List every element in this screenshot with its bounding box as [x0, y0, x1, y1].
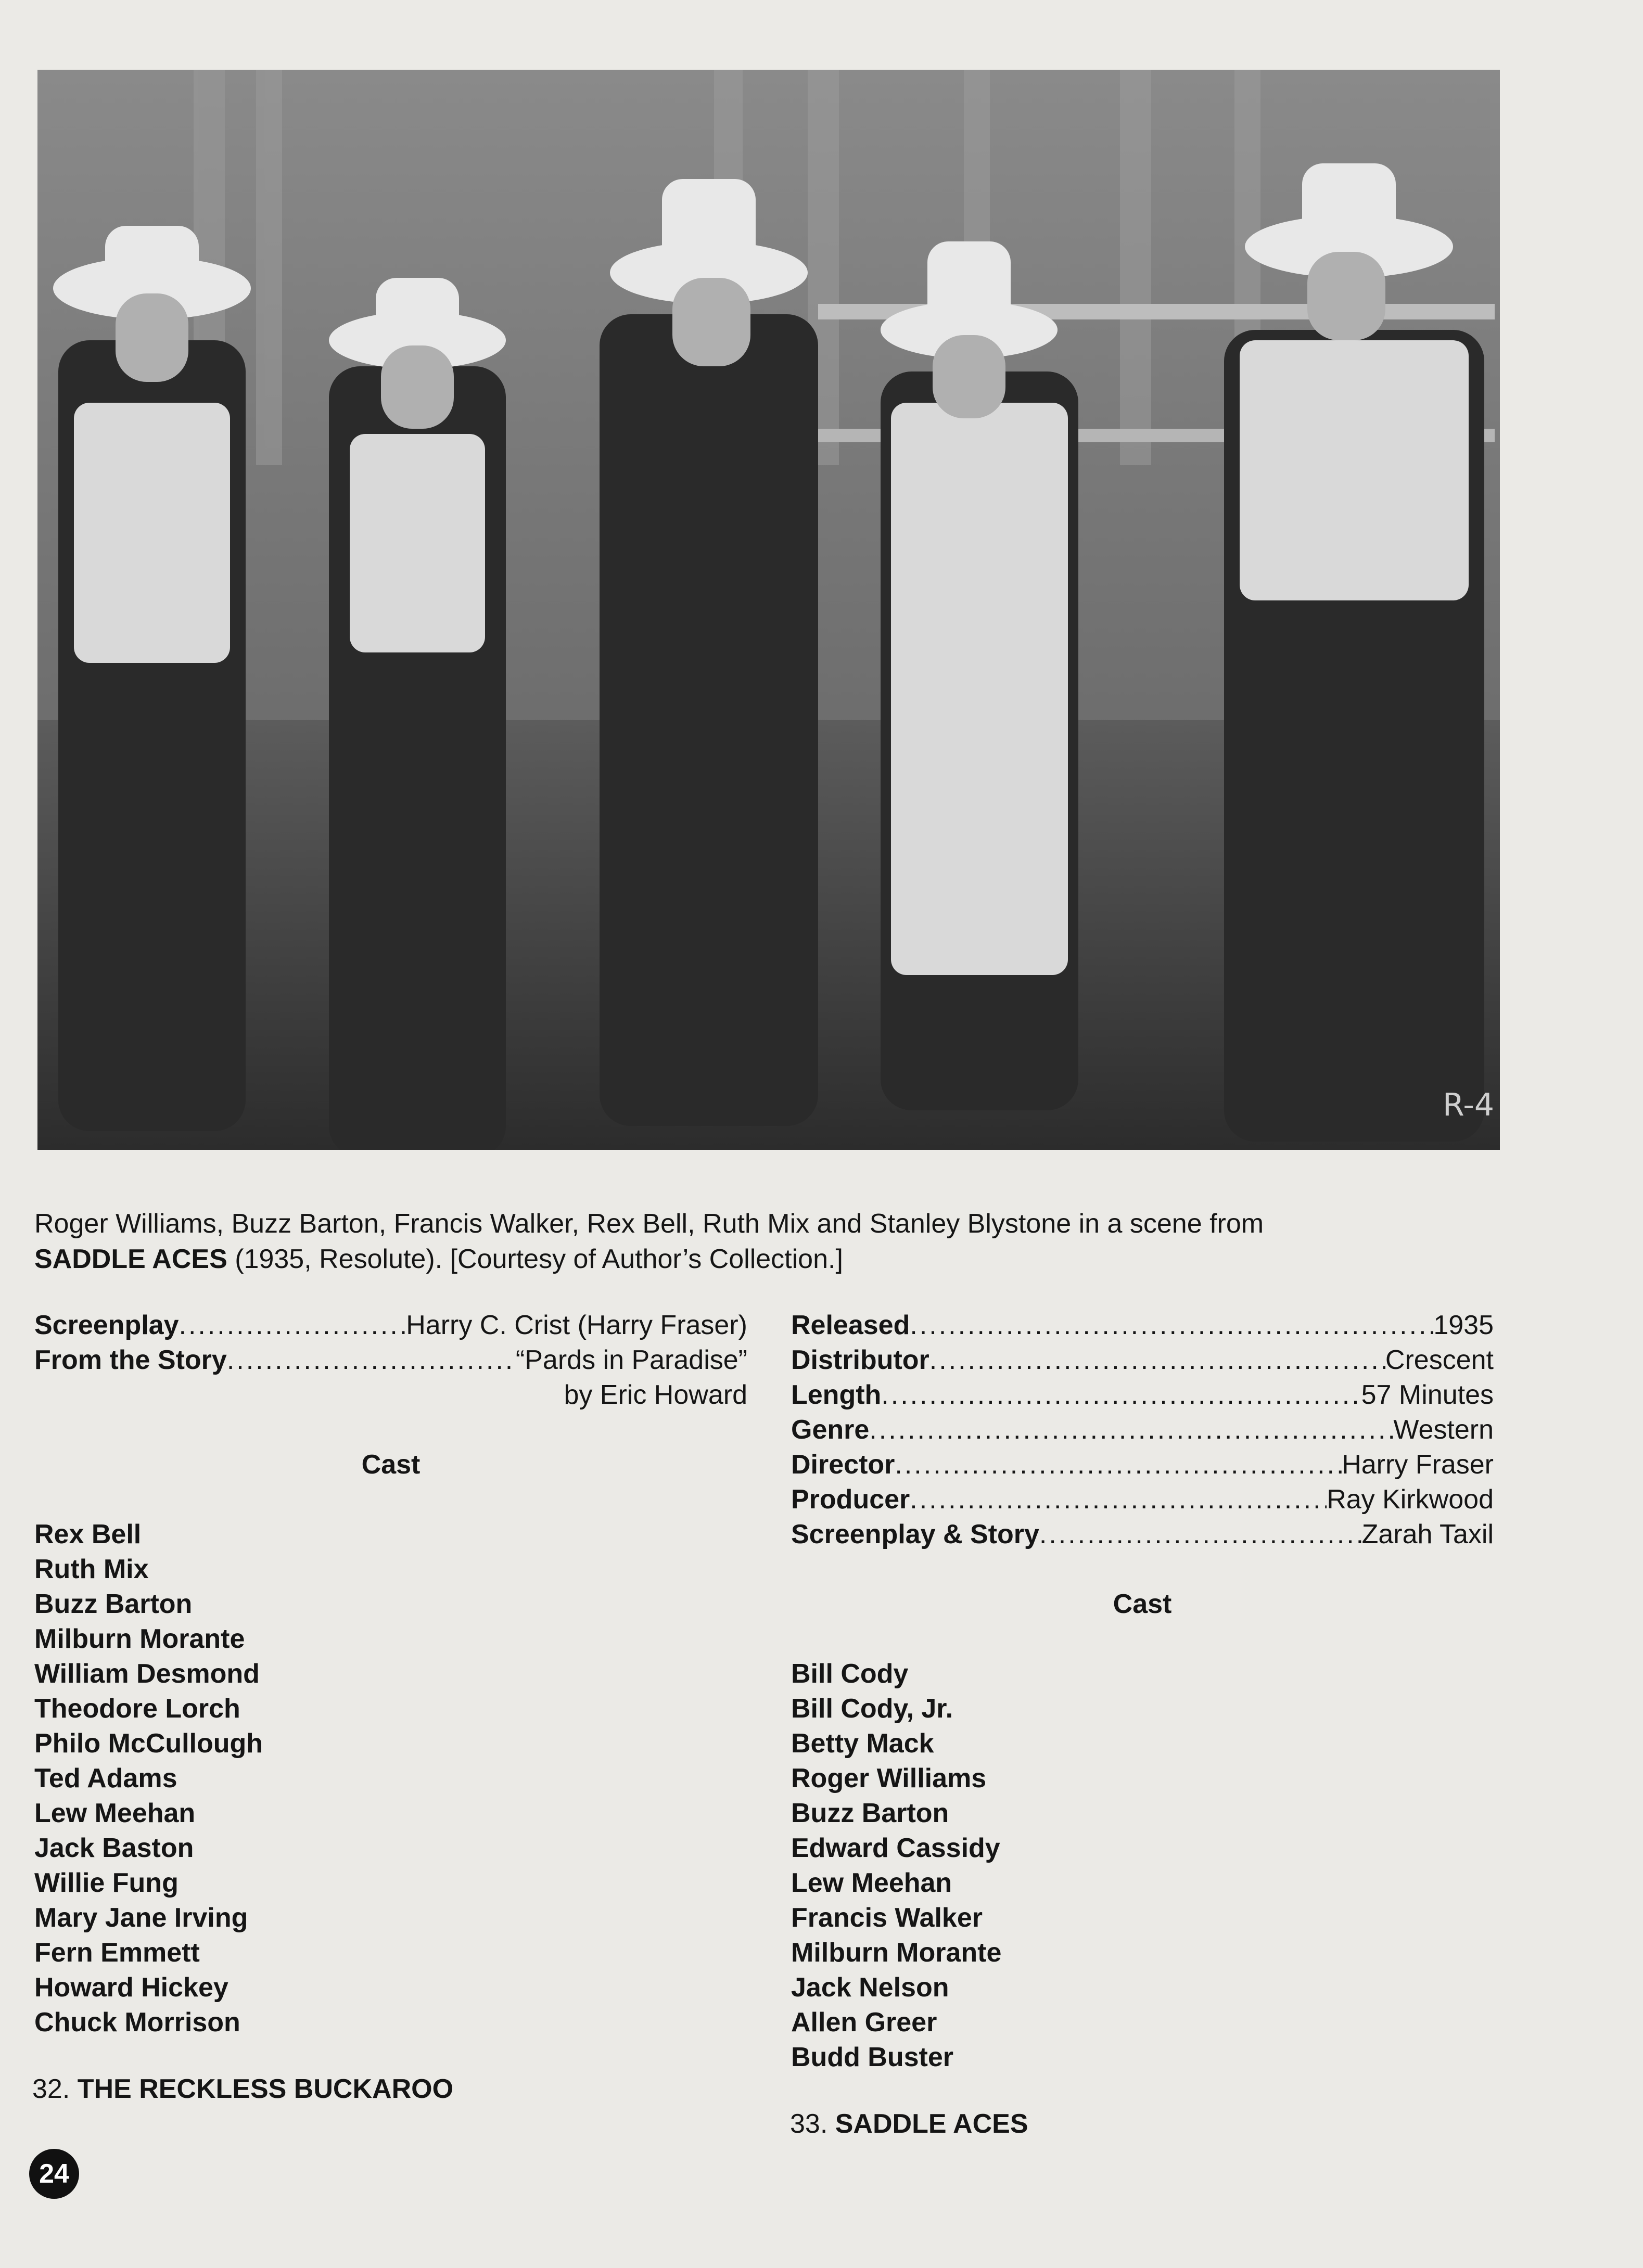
- film-number: 33.: [790, 2109, 828, 2139]
- credit-label: Released: [791, 1310, 910, 1340]
- film-name: SADDLE ACES: [835, 2109, 1028, 2139]
- credit-label: Distributor: [791, 1345, 929, 1375]
- credit-row: [791, 1517, 1494, 1552]
- credit-value: Western: [1393, 1415, 1494, 1445]
- cast-member: Lew Meehan: [34, 1798, 196, 1828]
- cast-member: Ted Adams: [34, 1763, 177, 1793]
- cast-member: Buzz Barton: [34, 1589, 193, 1619]
- credit-row: [34, 1308, 747, 1343]
- film-title-32: [32, 2073, 453, 2105]
- caption-text: Roger Williams, Buzz Barton, Francis Walker, Rex Bell, Ruth Mix and Stanley Blystone in a scene from: [34, 1209, 1264, 1239]
- cast-list: [791, 1657, 1494, 2075]
- cast-member: Philo McCullough: [34, 1728, 263, 1759]
- cast-heading: Cast: [361, 1450, 421, 1480]
- film-name: THE RECKLESS BUCKAROO: [77, 2074, 454, 2104]
- cast-member: Roger Williams: [791, 1763, 987, 1793]
- cast-member: Fern Emmett: [34, 1938, 200, 1968]
- film-still-photo: [37, 70, 1500, 1150]
- cast-member: Milburn Morante: [34, 1624, 245, 1654]
- credit-label: From the Story: [34, 1345, 227, 1375]
- cast-member: Francis Walker: [791, 1903, 983, 1933]
- photo-mark: R-4: [1443, 1087, 1495, 1123]
- film-title-33: [790, 2108, 1028, 2139]
- credit-value: 1935: [1433, 1310, 1494, 1340]
- page-number: 24: [29, 2149, 79, 2199]
- cast-member: William Desmond: [34, 1659, 260, 1689]
- credit-label: Screenplay & Story: [791, 1519, 1039, 1549]
- right-column: [791, 1308, 1494, 2075]
- caption-film-title: SADDLE ACES: [34, 1244, 227, 1274]
- cast-member: Bill Cody, Jr.: [791, 1694, 953, 1724]
- left-column: [34, 1308, 747, 2040]
- cast-member: Buzz Barton: [791, 1798, 949, 1828]
- cast-heading: Cast: [1113, 1589, 1172, 1619]
- cast-member: Rex Bell: [34, 1519, 142, 1549]
- credit-row: [34, 1343, 747, 1378]
- credit-row: [791, 1343, 1494, 1378]
- cast-member: Theodore Lorch: [34, 1694, 240, 1724]
- credit-value: Zarah Taxil: [1361, 1519, 1494, 1549]
- cast-member: Milburn Morante: [791, 1938, 1002, 1968]
- credit-extra: by Eric Howard: [564, 1380, 747, 1410]
- credit-label: Producer: [791, 1484, 910, 1515]
- credit-value: 57 Minutes: [1361, 1380, 1494, 1410]
- caption-rest: (1935, Resolute). [Courtesy of Author’s Collection.]: [227, 1244, 843, 1274]
- film-number: 32.: [32, 2074, 70, 2104]
- cast-member: Edward Cassidy: [791, 1833, 1000, 1863]
- cast-member: Allen Greer: [791, 2007, 937, 2038]
- cast-member: Ruth Mix: [34, 1554, 149, 1584]
- cast-member: Jack Nelson: [791, 1972, 949, 2003]
- photo-caption: [34, 1206, 1507, 1277]
- credit-label: Screenplay: [34, 1310, 179, 1340]
- credit-label: Length: [791, 1380, 882, 1410]
- credit-value: Harry C. Crist (Harry Fraser): [406, 1310, 747, 1340]
- cast-member: Bill Cody: [791, 1659, 909, 1689]
- cast-member: Jack Baston: [34, 1833, 194, 1863]
- credit-row: [791, 1308, 1494, 1343]
- cast-member: Willie Fung: [34, 1868, 179, 1898]
- cast-member: Betty Mack: [791, 1728, 934, 1759]
- cast-list: [34, 1517, 747, 2040]
- cast-member: Chuck Morrison: [34, 2007, 240, 2038]
- credit-row: [791, 1413, 1494, 1447]
- credit-label: Director: [791, 1450, 895, 1480]
- cast-member: Budd Buster: [791, 2042, 953, 2072]
- credit-value: Crescent: [1385, 1345, 1494, 1375]
- credit-value: Ray Kirkwood: [1327, 1484, 1494, 1515]
- credit-value: “Pards in Paradise”: [515, 1345, 747, 1375]
- cast-member: Mary Jane Irving: [34, 1903, 248, 1933]
- cast-member: Howard Hickey: [34, 1972, 228, 2003]
- credit-row: [791, 1482, 1494, 1517]
- credit-row: [791, 1378, 1494, 1413]
- cast-member: Lew Meehan: [791, 1868, 952, 1898]
- credit-row: [791, 1447, 1494, 1482]
- credit-label: Genre: [791, 1415, 870, 1445]
- credit-value: Harry Fraser: [1342, 1450, 1494, 1480]
